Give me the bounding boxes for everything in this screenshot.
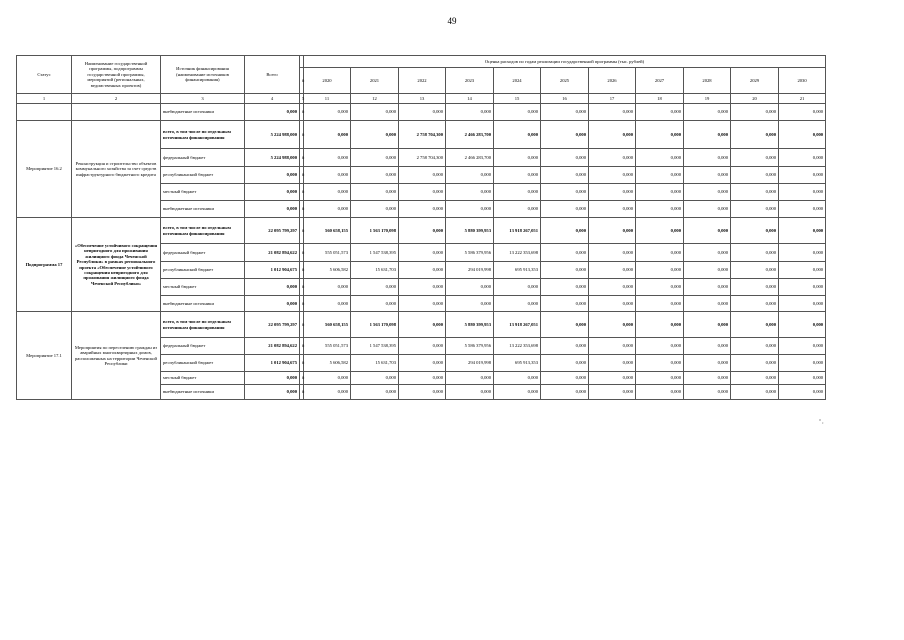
value-cell: 0,000 xyxy=(541,372,589,385)
table-row xyxy=(17,312,826,338)
value-cell: 0,000 xyxy=(779,149,826,167)
value-cell: 0,000 xyxy=(541,244,589,262)
value-cell: 0,000 xyxy=(779,201,826,218)
value-cell: 0,000 xyxy=(731,184,779,201)
value-cell: 0,000 xyxy=(731,104,779,121)
value-cell: 0,000 xyxy=(779,385,826,400)
value-cell: 0,000 xyxy=(304,201,351,218)
value-cell: 2 758 704,300 xyxy=(399,149,446,167)
value-cell: 0,000 xyxy=(304,104,351,121)
value-cell: 0,000 xyxy=(399,244,446,262)
value-cell: 1 547 538,395 xyxy=(351,338,399,355)
source-cell: внебюджетные источники xyxy=(161,385,245,400)
value-cell: 0,000 xyxy=(731,279,779,296)
value-cell: 0,000 xyxy=(351,385,399,400)
value-cell: 0,000 xyxy=(541,104,589,121)
value-cell: 0,000 xyxy=(731,244,779,262)
value-cell: 0,000 xyxy=(684,149,731,167)
source-cell: федеральный бюджет xyxy=(161,244,245,262)
value-cell: 0,000 xyxy=(541,338,589,355)
value-cell: 0,000 xyxy=(541,218,589,244)
hash-cell: # xyxy=(300,338,304,355)
value-cell: 0,000 xyxy=(399,184,446,201)
value-cell: 0,000 xyxy=(304,372,351,385)
index-cell: 14 xyxy=(446,94,494,104)
hash-cell: # xyxy=(300,296,304,312)
index-cell: 15 xyxy=(494,94,541,104)
source-cell: внебюджетные источники xyxy=(161,201,245,218)
value-cell: 0,000 xyxy=(541,149,589,167)
index-cell: 12 xyxy=(351,94,399,104)
value-cell: 0,000 xyxy=(589,244,636,262)
value-cell: 0,000 xyxy=(589,201,636,218)
total-cell: 0,000 xyxy=(245,296,300,312)
header-year: 2021 xyxy=(351,68,399,94)
hash-cell: # xyxy=(300,279,304,296)
header-year: 2029 xyxy=(731,68,779,94)
value-cell: 0,000 xyxy=(684,218,731,244)
index-cell: 18 xyxy=(636,94,684,104)
value-cell: 0,000 xyxy=(779,218,826,244)
source-cell: всего, в том числе по отдельным источникам финансирования xyxy=(161,312,245,338)
index-cell: 20 xyxy=(731,94,779,104)
header-name: Наименование государственной программы, подпрограммы государственной программы, мероприятий (региональных, ведомственных проектов) xyxy=(72,56,161,94)
value-cell: 15 631,703 xyxy=(351,262,399,279)
value-cell: 0,000 xyxy=(636,201,684,218)
source-cell: местный бюджет xyxy=(161,372,245,385)
value-cell: 0,000 xyxy=(446,385,494,400)
header-source: Источник финансирования (наименование источников финансирования) xyxy=(161,56,245,94)
value-cell: 0,000 xyxy=(731,385,779,400)
value-cell: 0,000 xyxy=(636,184,684,201)
source-cell: внебюджетные источники xyxy=(161,296,245,312)
value-cell: 0,000 xyxy=(494,201,541,218)
header-status: Статус xyxy=(17,56,72,94)
status-cell: Подпрограмма 17 xyxy=(17,218,72,312)
value-cell: 0,000 xyxy=(731,312,779,338)
value-cell: 0,000 xyxy=(446,184,494,201)
budget-table xyxy=(16,55,826,400)
hash-cell: # xyxy=(300,312,304,338)
source-cell: местный бюджет xyxy=(161,184,245,201)
value-cell: 0,000 xyxy=(589,184,636,201)
value-cell: 0,000 xyxy=(684,385,731,400)
value-cell: 0,000 xyxy=(494,184,541,201)
value-cell: 0,000 xyxy=(731,355,779,372)
value-cell: 0,000 xyxy=(731,262,779,279)
value-cell: 0,000 xyxy=(636,338,684,355)
value-cell: 0,000 xyxy=(589,279,636,296)
footnote-mark: " , xyxy=(819,420,824,425)
value-cell: 0,000 xyxy=(684,244,731,262)
value-cell: 0,000 xyxy=(731,372,779,385)
value-cell: 0,000 xyxy=(779,184,826,201)
hash-cell: # xyxy=(300,149,304,167)
value-cell: 0,000 xyxy=(779,167,826,184)
header-year: 2022 xyxy=(399,68,446,94)
total-cell: 0,000 xyxy=(245,184,300,201)
value-cell: 0,000 xyxy=(636,244,684,262)
value-cell: 0,000 xyxy=(494,121,541,149)
value-cell: 0,000 xyxy=(636,149,684,167)
header-estimate-title: Оценка расходов по годам реализации государственной программы (тыс. рублей) xyxy=(304,56,826,68)
value-cell: 0,000 xyxy=(636,167,684,184)
hash-cell: # xyxy=(300,184,304,201)
value-cell: 0,000 xyxy=(541,167,589,184)
value-cell: 0,000 xyxy=(494,149,541,167)
value-cell: 0,000 xyxy=(446,201,494,218)
hash-cell: # xyxy=(300,372,304,385)
value-cell: 0,000 xyxy=(399,262,446,279)
value-cell: 0,000 xyxy=(541,121,589,149)
value-cell: 0,000 xyxy=(589,218,636,244)
hash-cell: # xyxy=(300,355,304,372)
value-cell: 0,000 xyxy=(541,201,589,218)
index-cell: 21 xyxy=(779,94,826,104)
value-cell: 1 547 538,395 xyxy=(351,244,399,262)
value-cell: 0,000 xyxy=(779,279,826,296)
value-cell: 0,000 xyxy=(399,218,446,244)
value-cell: 0,000 xyxy=(684,167,731,184)
value-cell: 294 019,998 xyxy=(446,262,494,279)
value-cell: 0,000 xyxy=(446,167,494,184)
value-cell: 0,000 xyxy=(636,372,684,385)
source-cell: федеральный бюджет xyxy=(161,149,245,167)
index-cell: 13 xyxy=(399,94,446,104)
hash-cell: # xyxy=(300,262,304,279)
value-cell: 0,000 xyxy=(351,201,399,218)
value-cell: 560 658,155 xyxy=(304,218,351,244)
hash-cell: # xyxy=(300,201,304,218)
index-cell: 2 xyxy=(72,94,161,104)
total-cell: 0,000 xyxy=(245,385,300,400)
total-cell: 1 012 904,675 xyxy=(245,355,300,372)
value-cell: 0,000 xyxy=(541,296,589,312)
value-cell: 0,000 xyxy=(731,121,779,149)
source-cell: республиканский бюджет xyxy=(161,355,245,372)
value-cell: 0,000 xyxy=(446,372,494,385)
total-cell: 21 082 894,622 xyxy=(245,244,300,262)
source-cell: всего, в том числе по отдельным источникам финансирования xyxy=(161,218,245,244)
value-cell: 1 563 170,098 xyxy=(351,312,399,338)
value-cell: 1 563 170,098 xyxy=(351,218,399,244)
header-year: 2024 xyxy=(494,68,541,94)
header-hash: # xyxy=(300,68,304,94)
value-cell: 0,000 xyxy=(731,167,779,184)
hash-cell: # xyxy=(300,167,304,184)
table-row xyxy=(17,104,826,121)
header-row xyxy=(17,56,826,68)
page-number: 49 xyxy=(447,16,457,26)
value-cell: 0,000 xyxy=(731,201,779,218)
header-year: 2025 xyxy=(541,68,589,94)
value-cell: 0,000 xyxy=(589,262,636,279)
value-cell: 0,000 xyxy=(779,338,826,355)
value-cell: 0,000 xyxy=(494,167,541,184)
index-cell: 19 xyxy=(684,94,731,104)
status-cell xyxy=(17,104,72,121)
header-year: 2028 xyxy=(684,68,731,94)
value-cell: 0,000 xyxy=(351,104,399,121)
source-cell: внебюджетные источники xyxy=(161,104,245,121)
value-cell: 2 758 704,300 xyxy=(399,121,446,149)
value-cell: 0,000 xyxy=(399,167,446,184)
value-cell: 15 631,703 xyxy=(351,355,399,372)
value-cell: 0,000 xyxy=(779,312,826,338)
value-cell: 0,000 xyxy=(541,184,589,201)
value-cell: 0,000 xyxy=(636,296,684,312)
value-cell: 0,000 xyxy=(399,338,446,355)
value-cell: 0,000 xyxy=(351,149,399,167)
value-cell: 5 606,582 xyxy=(304,355,351,372)
value-cell: 0,000 xyxy=(399,296,446,312)
status-cell: Мероприятие 16.2 xyxy=(17,121,72,218)
total-cell: 22 095 799,297 xyxy=(245,218,300,244)
value-cell: 294 019,998 xyxy=(446,355,494,372)
total-cell: 5 224 988,000 xyxy=(245,149,300,167)
header-total: Всего xyxy=(245,56,300,94)
value-cell: 0,000 xyxy=(541,385,589,400)
value-cell: 695 913,353 xyxy=(494,355,541,372)
value-cell: 0,000 xyxy=(304,296,351,312)
value-cell: 0,000 xyxy=(731,338,779,355)
value-cell: 0,000 xyxy=(731,218,779,244)
value-cell: 0,000 xyxy=(684,372,731,385)
index-cell: 3 xyxy=(161,94,245,104)
value-cell: 0,000 xyxy=(684,262,731,279)
value-cell: 0,000 xyxy=(399,355,446,372)
total-cell: 0,000 xyxy=(245,201,300,218)
value-cell: 0,000 xyxy=(636,279,684,296)
value-cell: 0,000 xyxy=(589,372,636,385)
value-cell: 0,000 xyxy=(779,372,826,385)
value-cell: 0,000 xyxy=(636,262,684,279)
status-cell: Мероприятие 17.1 xyxy=(17,312,72,400)
value-cell: 0,000 xyxy=(494,279,541,296)
index-cell: 4 xyxy=(245,94,300,104)
value-cell: 0,000 xyxy=(304,279,351,296)
value-cell: 0,000 xyxy=(684,338,731,355)
value-cell: 0,000 xyxy=(589,167,636,184)
hash-cell: # xyxy=(300,385,304,400)
value-cell: 0,000 xyxy=(351,167,399,184)
value-cell: 5 586 379,956 xyxy=(446,338,494,355)
name-cell: «Обеспечение устойчивого сокращения непригодного для проживания жилищного фонда Чеченской Республики» в рамках регионального проекта «Обеспечение устойчивого сокращения непригодного для проживания жилищного фонда Чеченской Республики» xyxy=(72,218,161,312)
value-cell: 0,000 xyxy=(541,312,589,338)
value-cell: 0,000 xyxy=(541,355,589,372)
value-cell: 0,000 xyxy=(779,121,826,149)
value-cell: 0,000 xyxy=(684,184,731,201)
value-cell: 560 658,155 xyxy=(304,312,351,338)
header-year: 2020 xyxy=(304,68,351,94)
value-cell: 0,000 xyxy=(589,355,636,372)
source-cell: федеральный бюджет xyxy=(161,338,245,355)
value-cell: 13 918 267,051 xyxy=(494,312,541,338)
hash-cell: # xyxy=(300,218,304,244)
value-cell: 0,000 xyxy=(779,296,826,312)
value-cell: 0,000 xyxy=(684,121,731,149)
name-cell: Реконструкция и строительство объектов коммунального хозяйства за счет средств инфраструктурного бюджетного кредита xyxy=(72,121,161,218)
total-cell: 0,000 xyxy=(245,167,300,184)
value-cell: 0,000 xyxy=(446,279,494,296)
index-cell: 5 xyxy=(300,94,304,104)
value-cell: 555 051,573 xyxy=(304,338,351,355)
value-cell: 695 913,353 xyxy=(494,262,541,279)
value-cell: 0,000 xyxy=(636,355,684,372)
value-cell: 0,000 xyxy=(684,104,731,121)
value-cell: 0,000 xyxy=(731,296,779,312)
value-cell: 0,000 xyxy=(589,296,636,312)
source-cell: республиканский бюджет xyxy=(161,262,245,279)
value-cell: 0,000 xyxy=(731,149,779,167)
value-cell: 0,000 xyxy=(446,296,494,312)
value-cell: 0,000 xyxy=(494,385,541,400)
total-cell: 0,000 xyxy=(245,104,300,121)
value-cell: 0,000 xyxy=(351,372,399,385)
value-cell: 0,000 xyxy=(636,121,684,149)
value-cell: 555 051,573 xyxy=(304,244,351,262)
total-cell: 5 224 988,000 xyxy=(245,121,300,149)
total-cell: 21 082 894,622 xyxy=(245,338,300,355)
header-year: 2023 xyxy=(446,68,494,94)
value-cell: 0,000 xyxy=(589,338,636,355)
index-cell: 16 xyxy=(541,94,589,104)
value-cell: 0,000 xyxy=(351,279,399,296)
header-year: 2026 xyxy=(589,68,636,94)
value-cell: 0,000 xyxy=(494,104,541,121)
value-cell: 0,000 xyxy=(399,201,446,218)
value-cell: 0,000 xyxy=(494,372,541,385)
value-cell: 0,000 xyxy=(399,372,446,385)
total-cell: 22 095 799,297 xyxy=(245,312,300,338)
value-cell: 0,000 xyxy=(779,104,826,121)
value-cell: 5 606,582 xyxy=(304,262,351,279)
value-cell: 0,000 xyxy=(636,218,684,244)
value-cell: 0,000 xyxy=(779,262,826,279)
value-cell: 0,000 xyxy=(351,296,399,312)
value-cell: 0,000 xyxy=(399,104,446,121)
value-cell: 5 880 399,953 xyxy=(446,218,494,244)
value-cell: 0,000 xyxy=(636,385,684,400)
value-cell: 0,000 xyxy=(399,385,446,400)
value-cell: 0,000 xyxy=(351,184,399,201)
value-cell: 0,000 xyxy=(636,312,684,338)
value-cell: 0,000 xyxy=(304,184,351,201)
value-cell: 5 586 379,956 xyxy=(446,244,494,262)
total-cell: 0,000 xyxy=(245,279,300,296)
value-cell: 0,000 xyxy=(589,312,636,338)
value-cell: 13 918 267,051 xyxy=(494,218,541,244)
name-cell xyxy=(72,104,161,121)
total-cell: 0,000 xyxy=(245,372,300,385)
value-cell: 0,000 xyxy=(304,149,351,167)
value-cell: 0,000 xyxy=(304,121,351,149)
value-cell: 0,000 xyxy=(779,244,826,262)
value-cell: 2 466 283,700 xyxy=(446,149,494,167)
index-cell: 1 xyxy=(17,94,72,104)
source-cell: местный бюджет xyxy=(161,279,245,296)
value-cell: 0,000 xyxy=(399,279,446,296)
hash-cell: # xyxy=(300,121,304,149)
table-row xyxy=(17,121,826,149)
value-cell: 0,000 xyxy=(779,355,826,372)
value-cell: 0,000 xyxy=(589,149,636,167)
value-cell: 0,000 xyxy=(684,312,731,338)
value-cell: 13 222 353,698 xyxy=(494,244,541,262)
source-cell: всего, в том числе по отдельным источникам финансирования xyxy=(161,121,245,149)
index-row xyxy=(17,94,826,104)
value-cell: 0,000 xyxy=(636,104,684,121)
value-cell: 2 466 283,700 xyxy=(446,121,494,149)
value-cell: 0,000 xyxy=(589,385,636,400)
value-cell: 0,000 xyxy=(684,296,731,312)
table-row xyxy=(17,218,826,244)
index-cell: 11 xyxy=(304,94,351,104)
hash-cell: # xyxy=(300,244,304,262)
value-cell: 0,000 xyxy=(446,104,494,121)
source-cell: республиканский бюджет xyxy=(161,167,245,184)
value-cell: 0,000 xyxy=(589,121,636,149)
value-cell: 0,000 xyxy=(684,279,731,296)
index-cell: 17 xyxy=(589,94,636,104)
value-cell: 0,000 xyxy=(589,104,636,121)
value-cell: 5 880 399,953 xyxy=(446,312,494,338)
value-cell: 0,000 xyxy=(304,385,351,400)
name-cell: Мероприятия по переселению граждан из аварийных многоквартирных домов, расположенных на территории Чеченской Республики xyxy=(72,312,161,400)
total-cell: 1 012 904,675 xyxy=(245,262,300,279)
value-cell: 0,000 xyxy=(541,262,589,279)
value-cell: 0,000 xyxy=(399,312,446,338)
header-year: 2030 xyxy=(779,68,826,94)
value-cell: 13 222 353,698 xyxy=(494,338,541,355)
value-cell: 0,000 xyxy=(304,167,351,184)
value-cell: 0,000 xyxy=(541,279,589,296)
value-cell: 0,000 xyxy=(351,121,399,149)
header-year: 2027 xyxy=(636,68,684,94)
value-cell: 0,000 xyxy=(494,296,541,312)
hash-cell: # xyxy=(300,104,304,121)
value-cell: 0,000 xyxy=(684,201,731,218)
value-cell: 0,000 xyxy=(684,355,731,372)
